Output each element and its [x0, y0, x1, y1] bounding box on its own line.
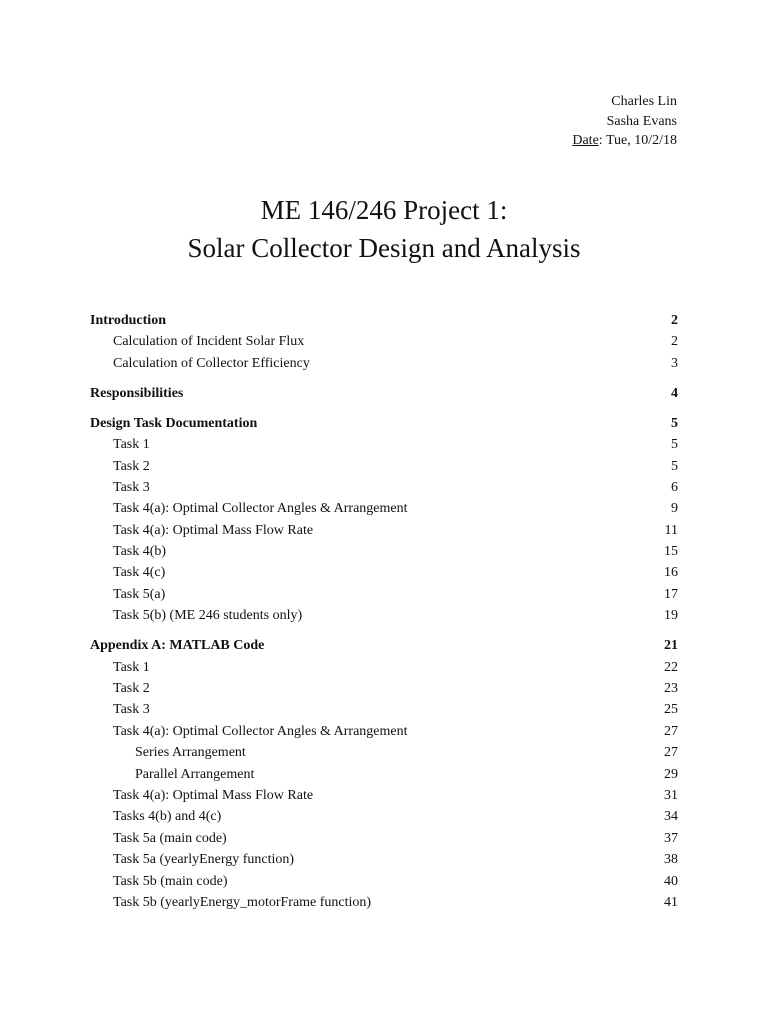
toc-entry-title: Task 3	[113, 479, 150, 495]
toc-entry-page-number: 4	[671, 385, 678, 401]
toc-entry-page-number: 17	[664, 586, 678, 602]
toc-entry-page-number: 2	[671, 334, 678, 350]
toc-entry-title: Task 1	[113, 437, 150, 453]
toc-entry-page-number: 23	[664, 681, 678, 697]
toc-entry-page-number: 34	[664, 809, 678, 825]
toc-entry[interactable]	[90, 699, 678, 720]
toc-entry-title: Calculation of Collector Efficiency	[113, 355, 310, 371]
toc-entry-page-number: 16	[664, 565, 678, 581]
toc-entry-page-number: 11	[664, 522, 678, 538]
date-separator: :	[598, 133, 606, 148]
toc-entry[interactable]	[90, 721, 678, 742]
toc-entry-title: Appendix A: MATLAB Code	[90, 638, 265, 654]
toc-entry-title: Task 1	[113, 659, 150, 675]
toc-entry-title: Task 5b (main code)	[113, 873, 228, 889]
toc-entry-page-number: 37	[664, 830, 678, 846]
toc-entry-page-number: 2	[671, 313, 678, 328]
toc-entry[interactable]	[90, 383, 678, 404]
toc-entry-title: Task 4(a): Optimal Mass Flow Rate	[113, 522, 314, 538]
toc-entry-title: Introduction	[90, 313, 166, 328]
toc-entry-page-number: 29	[664, 766, 678, 782]
toc-entry-page-number: 5	[671, 437, 678, 453]
table-of-contents	[90, 310, 678, 913]
toc-entry-title: Calculation of Incident Solar Flux	[113, 334, 305, 350]
toc-entry-page-number: 6	[671, 479, 678, 495]
toc-entry-page-number: 31	[664, 787, 678, 803]
toc-entry-title: Task 5(b) (ME 246 students only)	[113, 608, 303, 624]
toc-entry[interactable]	[90, 331, 678, 352]
toc-entry[interactable]	[90, 806, 678, 827]
toc-entry-page-number: 27	[664, 745, 678, 761]
toc-entry-title: Parallel Arrangement	[135, 766, 255, 782]
toc-entry[interactable]	[90, 785, 678, 806]
toc-entry-title: Design Task Documentation	[90, 415, 258, 431]
toc-entry[interactable]	[90, 605, 678, 626]
toc-entry[interactable]	[90, 828, 678, 849]
toc-entry[interactable]	[90, 635, 678, 656]
toc-entry-title: Series Arrangement	[135, 745, 246, 761]
toc-entry[interactable]	[90, 742, 678, 763]
toc-entry[interactable]	[90, 871, 678, 892]
toc-entry-title: Task 5(a)	[113, 586, 166, 602]
date-value: Tue, 10/2/18	[605, 133, 677, 148]
toc-entry-page-number: 5	[671, 415, 678, 431]
toc-entry-title: Task 4(a): Optimal Collector Angles & Arrangement	[113, 501, 408, 517]
toc-entry-page-number: 38	[664, 852, 678, 868]
toc-entry-page-number: 21	[664, 638, 678, 654]
toc-entry-page-number: 19	[664, 608, 678, 624]
toc-entry-title: Task 4(c)	[113, 565, 166, 581]
toc-entry-title: Responsibilities	[90, 385, 184, 401]
toc-entry-title: Task 4(b)	[113, 544, 167, 560]
toc-entry-page-number: 41	[664, 894, 678, 910]
toc-entry[interactable]	[90, 413, 678, 434]
toc-entry-title: Task 2	[113, 681, 150, 697]
toc-entry-title: Task 3	[113, 702, 150, 718]
toc-entry[interactable]	[90, 657, 678, 678]
toc-entry-page-number: 22	[664, 659, 678, 675]
toc-entry[interactable]	[90, 310, 678, 331]
toc-entry[interactable]	[90, 434, 678, 455]
toc-entry-title: Task 2	[113, 458, 150, 474]
toc-entry[interactable]	[90, 353, 678, 374]
author-name-1: Charles Lin	[611, 94, 677, 109]
toc-entry[interactable]	[90, 678, 678, 699]
toc-entry[interactable]	[90, 477, 678, 498]
toc-entry-title: Task 5a (main code)	[113, 830, 227, 846]
toc-entry-page-number: 15	[664, 544, 678, 560]
toc-entry-page-number: 9	[671, 501, 678, 517]
toc-entry-title: Task 4(a): Optimal Mass Flow Rate	[113, 787, 314, 803]
document-title	[0, 191, 768, 267]
toc-entry[interactable]	[90, 764, 678, 785]
date-label: Date	[572, 133, 599, 148]
toc-entry-title: Task 4(a): Optimal Collector Angles & Arrangement	[113, 723, 408, 739]
toc-entry-title: Task 5b (yearlyEnergy_motorFrame function)	[113, 894, 372, 910]
title-line-2: Solar Collector Design and Analysis	[187, 233, 581, 263]
toc-entry[interactable]	[90, 456, 678, 477]
toc-entry-page-number: 5	[671, 458, 678, 474]
title-line-1: ME 146/246 Project 1:	[260, 195, 508, 225]
author-block	[572, 92, 677, 151]
toc-entry[interactable]	[90, 584, 678, 605]
toc-entry[interactable]	[90, 892, 678, 913]
toc-entry-page-number: 3	[671, 355, 678, 371]
toc-entry-page-number: 27	[664, 723, 678, 739]
author-name-2: Sasha Evans	[606, 113, 677, 129]
toc-entry[interactable]	[90, 562, 678, 583]
toc-entry[interactable]	[90, 498, 678, 519]
toc-entry-page-number: 25	[664, 702, 678, 718]
toc-entry-page-number: 40	[664, 873, 678, 889]
toc-entry[interactable]	[90, 520, 678, 541]
toc-entry-title: Task 5a (yearlyEnergy function)	[113, 852, 295, 868]
toc-entry[interactable]	[90, 849, 678, 870]
toc-entry[interactable]	[90, 541, 678, 562]
toc-entry-title: Tasks 4(b) and 4(c)	[113, 809, 222, 825]
date-line	[572, 131, 677, 151]
